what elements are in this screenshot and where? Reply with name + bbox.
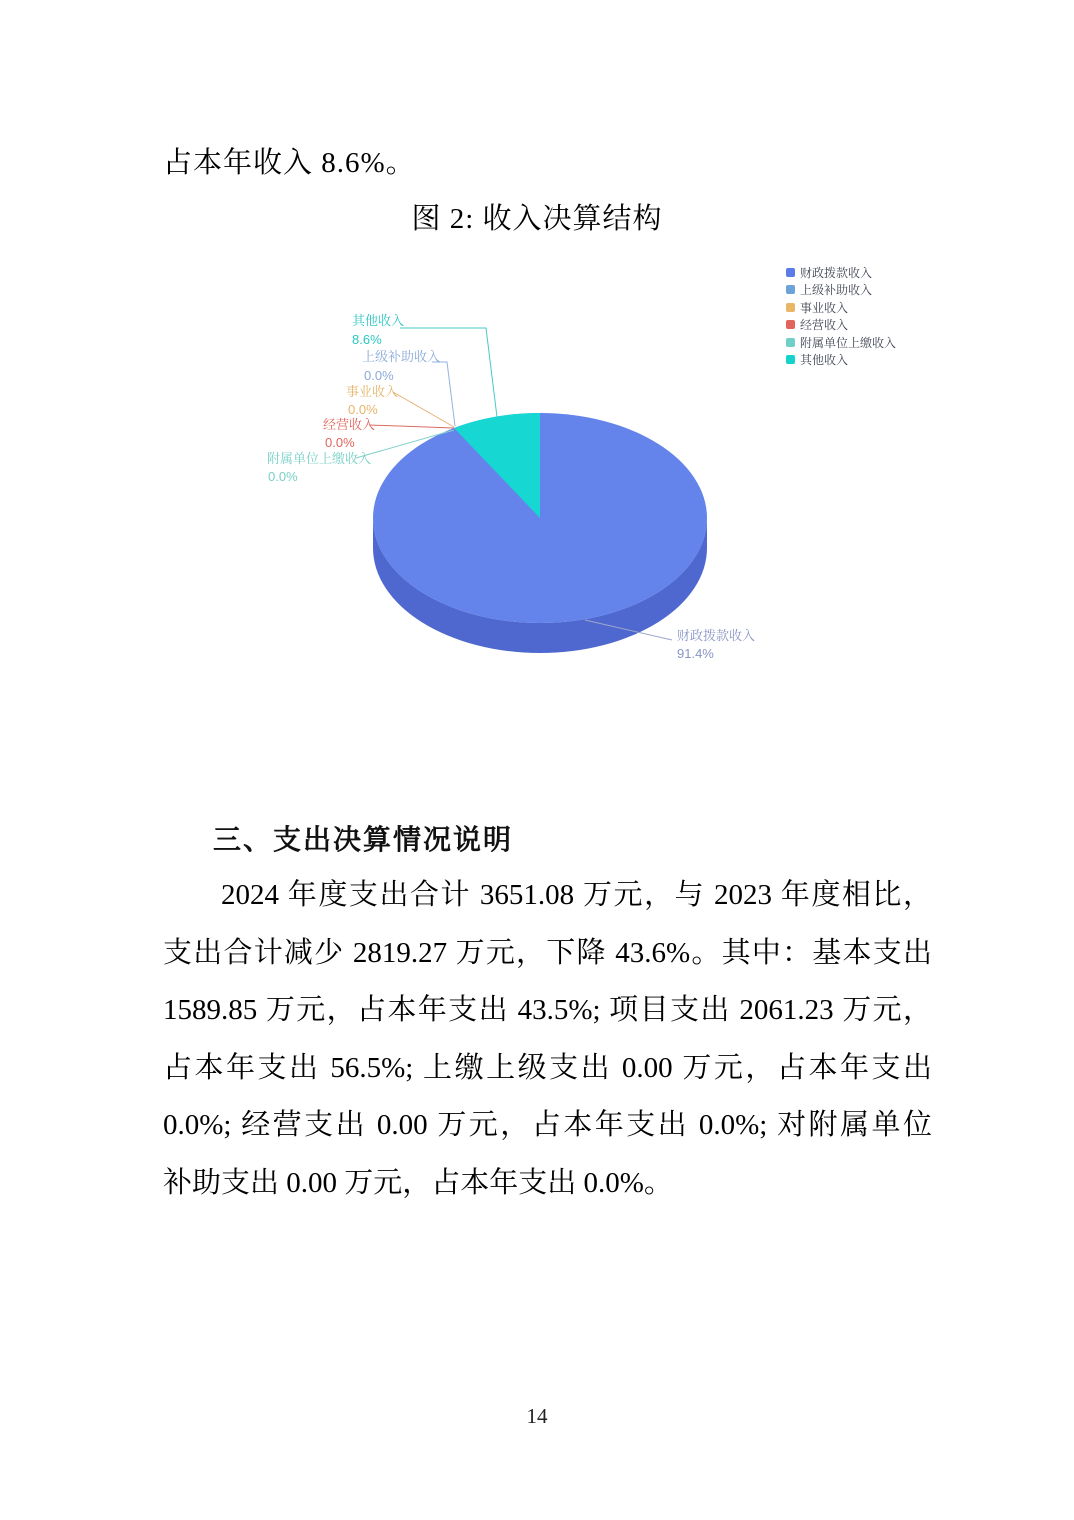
pie-chart-canvas <box>0 240 1074 700</box>
callout-business-pct: 0.0% <box>348 402 378 417</box>
callout-operating-pct: 0.0% <box>325 435 355 450</box>
legend-swatch-superior-icon <box>786 285 795 294</box>
legend-swatch-affiliated-icon <box>786 338 795 347</box>
paragraph-line: 2024 年度支出合计 3651.08 万元，与 2023 年度相比， <box>221 879 932 911</box>
legend-item-other <box>786 354 896 367</box>
callout-operating-name: 经营收入 <box>323 417 376 432</box>
legend-label: 财政拨款收入 <box>800 265 873 280</box>
callout-fiscal-name: 财政拨款收入 <box>677 628 756 643</box>
legend-swatch-operating-icon <box>786 320 795 329</box>
expenditure-paragraph <box>163 867 932 1212</box>
callout-affiliated-pct: 0.0% <box>268 469 298 484</box>
figure-caption: 图 2: 收入决算结构 <box>411 203 663 235</box>
paragraph-line: 补助支出 0.00 万元，占本年支出 0.0%。 <box>163 1166 673 1199</box>
legend-label: 其他收入 <box>800 353 849 368</box>
legend-swatch-business-icon <box>786 303 795 312</box>
callout-affiliated-name: 附属单位上缴收入 <box>267 451 372 466</box>
paragraph-line: 0.0%; 经营支出 0.00 万元，占本年支出 0.0%; 对附属单位 <box>163 1109 932 1141</box>
legend-item-business <box>786 301 896 314</box>
callout-fiscal-pct: 91.4% <box>677 646 714 661</box>
paragraph-line: 1589.85 万元，占本年支出 43.5%; 项目支出 2061.23 万元， <box>163 994 932 1026</box>
section-heading: 三、支出决算情况说明 <box>213 824 514 855</box>
callout-other-pct: 8.6% <box>352 332 382 347</box>
legend-item-superior <box>786 284 896 297</box>
legend-label: 附属单位上缴收入 <box>800 335 897 350</box>
legend-label: 上级补助收入 <box>800 283 873 298</box>
page-number: 14 <box>526 1404 548 1428</box>
income-pie-chart <box>0 240 1074 700</box>
callout-other-name: 其他收入 <box>352 313 405 328</box>
intro-line: 占本年收入 8.6%。 <box>163 147 416 179</box>
paragraph-line: 支出合计减少 2819.27 万元，下降 43.6%。其中：基本支出 <box>163 936 932 969</box>
callout-superior-pct: 0.0% <box>364 368 394 383</box>
legend-label: 经营收入 <box>800 318 849 333</box>
legend-item-operating <box>786 319 896 332</box>
chart-legend <box>786 266 896 371</box>
legend-item-affiliated <box>786 336 896 349</box>
legend-label: 事业收入 <box>800 300 849 315</box>
leader-line-operating <box>369 425 454 428</box>
legend-swatch-other-icon <box>786 355 795 364</box>
callout-business-name: 事业收入 <box>346 384 399 399</box>
leader-line-business <box>393 392 454 427</box>
paragraph-line: 占本年支出 56.5%; 上缴上级支出 0.00 万元，占本年支出 <box>163 1051 932 1084</box>
legend-item-fiscal <box>786 266 896 279</box>
callout-superior-name: 上级补助收入 <box>362 349 441 364</box>
legend-swatch-fiscal-icon <box>786 268 795 277</box>
